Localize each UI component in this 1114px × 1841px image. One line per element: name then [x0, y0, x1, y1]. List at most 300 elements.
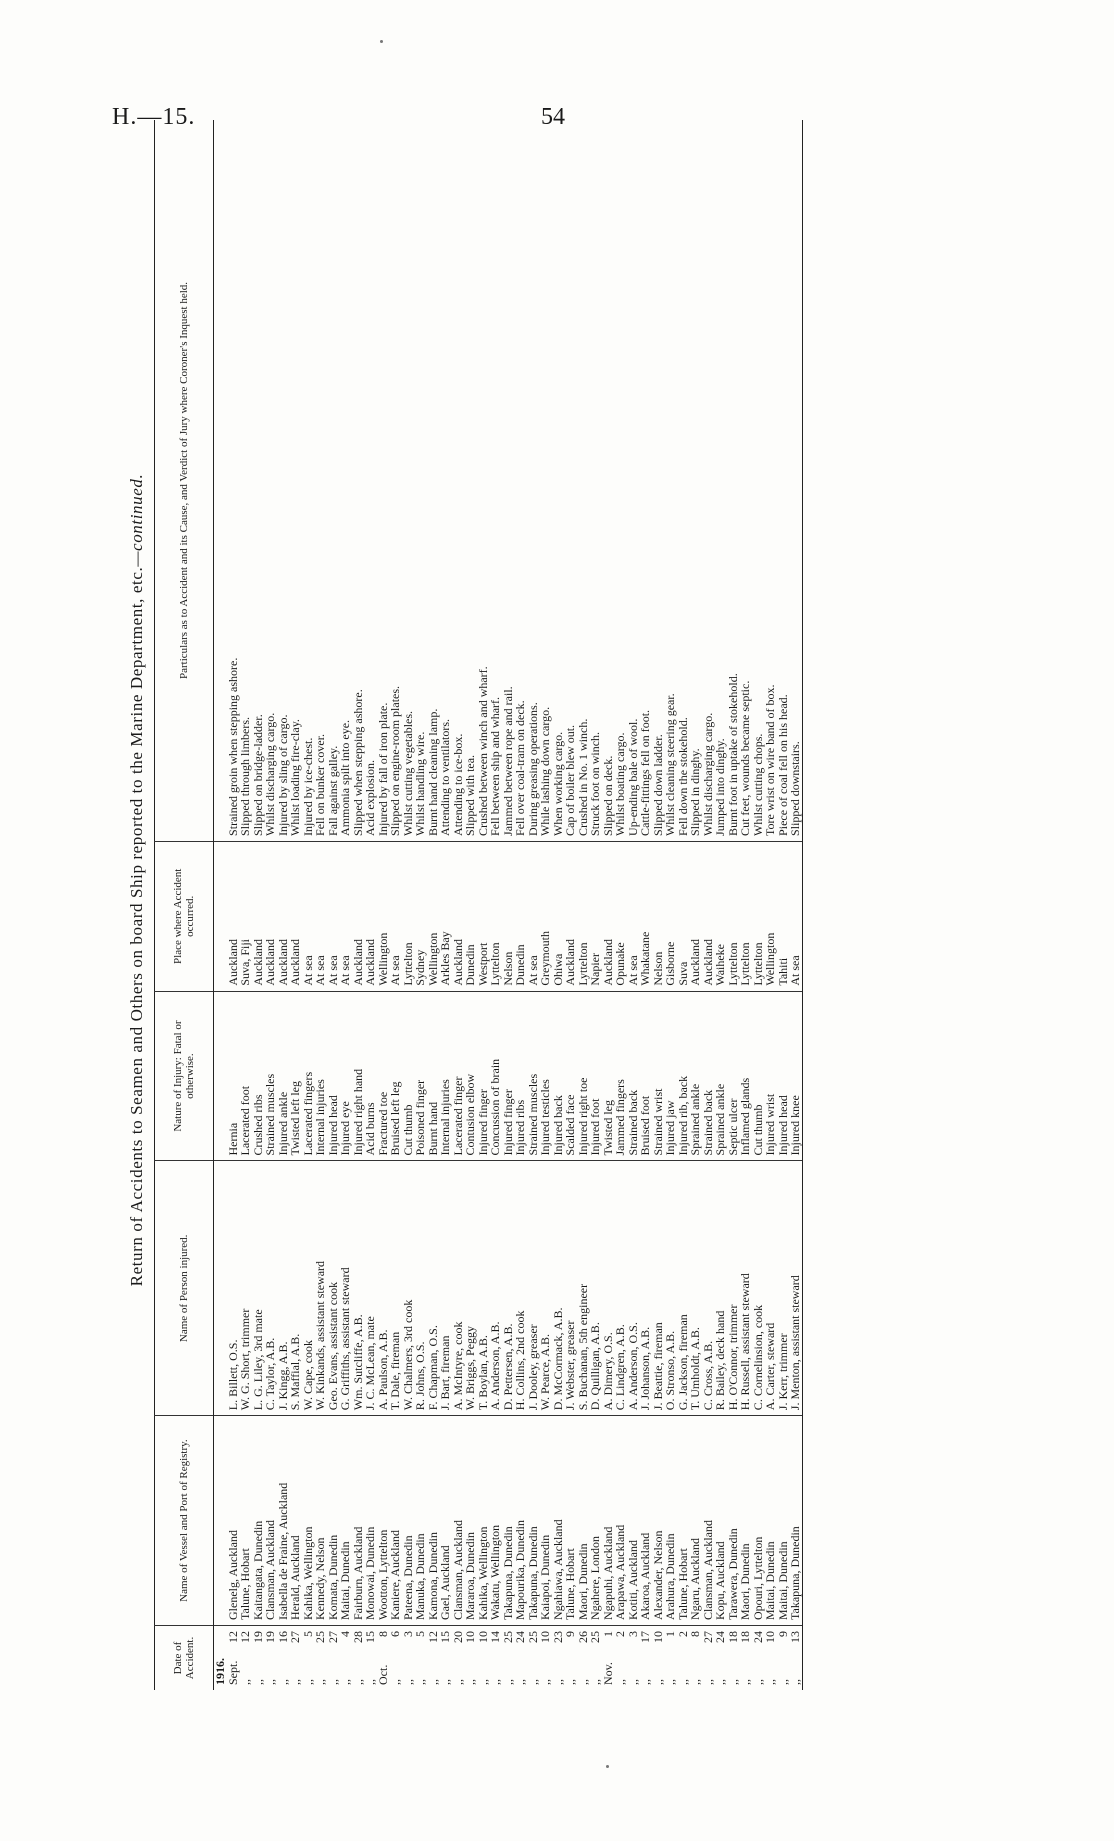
place-cell: Lyttelton — [577, 841, 590, 991]
particulars-cell: Whilst boating cargo. — [613, 732, 627, 836]
month-cell: ,, — [263, 1679, 277, 1685]
accidents-return — [120, 60, 1000, 1700]
date-cell — [539, 1626, 552, 1691]
injury-cell: Injured head — [327, 991, 340, 1161]
particulars-cell: Slipped through limbers. — [238, 716, 252, 836]
particulars-cell: Injured by fall of iron plate. — [375, 702, 390, 836]
table-row — [477, 120, 490, 1690]
place-cell: At sea — [789, 841, 802, 991]
person-cell: C. Lindgren, A.B. — [614, 1161, 627, 1416]
month-cell: ,, — [425, 1679, 440, 1685]
injury-cell: Twisted left leg — [289, 991, 302, 1161]
particulars-cell: Slipped on bridge-ladder. — [250, 714, 265, 836]
injury-cell: Injured eye — [339, 991, 352, 1161]
vessel-cell: Glenelg, Auckland — [227, 1416, 240, 1626]
date-cell — [489, 1626, 502, 1691]
injury-cell: Lacerated fingers — [302, 991, 315, 1161]
vessel-cell: Ngapuhi, Auckland — [602, 1416, 615, 1626]
table-row — [689, 120, 702, 1690]
injury-cell: Injured rib, back — [677, 991, 690, 1161]
particulars-cell: Slipped down ladder. — [650, 734, 665, 836]
injury-cell: Fractured toe — [377, 991, 390, 1161]
particulars-cell: While lashing down cargo. — [538, 706, 552, 836]
date-cell — [764, 1626, 777, 1691]
particulars-cell: Slipped when stepping ashore. — [350, 689, 365, 836]
injury-cell: Twisted leg — [602, 991, 615, 1161]
table-row — [289, 120, 302, 1690]
injury-cell: Bruised foot — [639, 991, 652, 1161]
table-row — [452, 120, 465, 1690]
day-cell: 26 — [575, 1631, 590, 1643]
vessel-cell: Talune, Hobart — [677, 1416, 690, 1626]
particulars-cell: Whilst cutting vegetables. — [400, 710, 415, 836]
person-cell: J. Dooley, greaser — [527, 1161, 540, 1416]
person-cell: A. Anderson, O.S. — [627, 1161, 640, 1416]
table-row — [614, 120, 627, 1690]
date-cell — [714, 1626, 727, 1691]
month-cell: ,, — [750, 1679, 765, 1685]
table-row — [564, 120, 577, 1690]
place-cell: At sea — [339, 841, 352, 991]
vessel-cell: Opouri, Lyttelton — [752, 1416, 765, 1626]
place-cell: Sydney — [414, 841, 427, 991]
place-cell: At sea — [314, 841, 327, 991]
month-cell: ,, — [500, 1679, 515, 1685]
place-cell: Opunake — [614, 841, 627, 991]
month-cell: ,, — [700, 1679, 715, 1685]
place-cell: At sea — [302, 841, 315, 991]
person-cell: Wm. Sutcliffe, A.B. — [352, 1161, 365, 1416]
injury-cell: Injured ribs — [514, 991, 527, 1161]
injury-cell: Concussion of brain — [489, 991, 502, 1161]
person-cell: W. Briggs, Peggy — [464, 1161, 477, 1416]
month-cell: ,, — [250, 1679, 265, 1685]
month-cell: ,, — [550, 1679, 565, 1685]
injury-cell: Lacerated foot — [239, 991, 252, 1161]
vessel-cell: Talune, Hobart — [564, 1416, 577, 1626]
day-cell: 9 — [563, 1631, 577, 1637]
day-cell: 6 — [388, 1631, 402, 1637]
day-cell: 25 — [588, 1631, 602, 1643]
date-cell — [339, 1626, 352, 1691]
table-row — [489, 120, 502, 1690]
day-cell: 19 — [263, 1631, 277, 1643]
month-cell: ,, — [325, 1679, 340, 1685]
injury-cell: Poisoned finger — [414, 991, 427, 1161]
day-cell: 28 — [350, 1631, 365, 1643]
particulars-cell: Burnt foot in uptake of stokehold. — [725, 673, 740, 836]
injury-cell: Internal injuries — [439, 991, 452, 1161]
header-vessel: Name of Vessel and Port of Registry. — [155, 1416, 214, 1626]
person-cell: W. Chalmers, 3rd cook — [402, 1161, 415, 1416]
place-cell: At sea — [389, 841, 402, 991]
vessel-cell: Isabella de Fraine, Auckland — [277, 1416, 290, 1626]
day-cell: 15 — [363, 1631, 377, 1643]
place-cell: Napier — [589, 841, 602, 991]
month-cell: ,, — [288, 1679, 302, 1685]
injury-cell: Strained wrist — [652, 991, 665, 1161]
day-cell: 24 — [513, 1631, 527, 1643]
particulars-cell: Struck foot on winch. — [588, 731, 602, 836]
day-cell: 25 — [313, 1631, 327, 1643]
particulars-cell: Whilst cleaning steering gear. — [663, 693, 677, 836]
person-cell: J. Johanson, A.B. — [639, 1161, 652, 1416]
vessel-cell: Wakatu, Wellington — [489, 1416, 502, 1626]
person-cell: S. Buchanan, 5th engineer — [577, 1161, 590, 1416]
table-row — [727, 120, 740, 1690]
month-cell: ,, — [625, 1679, 640, 1685]
table-row — [664, 120, 677, 1690]
month-cell: Sept. — [225, 1660, 240, 1685]
place-cell: Auckland — [364, 841, 377, 991]
person-cell: J. Kerr, trimmer — [777, 1161, 790, 1416]
place-cell: Auckland — [352, 841, 365, 991]
person-cell: F. Chapman, O.S. — [427, 1161, 440, 1416]
injury-cell: Strained muscles — [264, 991, 277, 1161]
particulars-cell: Slipped with tea. — [463, 754, 477, 836]
month-cell: ,, — [238, 1679, 252, 1685]
particulars-cell: Slipped on engine-room plates. — [388, 685, 402, 836]
particulars-cell: Jammed between rope and rail. — [500, 686, 515, 836]
vessel-cell: Mararoa, Dunedin — [464, 1416, 477, 1626]
particulars-cell: Crushed in No. 1 winch. — [575, 718, 590, 836]
vessel-cell: Kahika, Wellington — [302, 1416, 315, 1626]
table-row — [264, 120, 277, 1690]
table-row — [414, 120, 427, 1690]
day-cell: 2 — [675, 1631, 690, 1637]
particulars-cell: Piece of coal fell on his head. — [775, 694, 790, 836]
month-cell: ,, — [650, 1679, 665, 1685]
day-cell: 10 — [763, 1631, 777, 1643]
day-cell: 10 — [538, 1631, 552, 1643]
month-cell: ,, — [563, 1679, 577, 1685]
day-cell: 23 — [550, 1631, 565, 1643]
month-cell: ,, — [488, 1679, 502, 1685]
vessel-cell: Pateena, Dunedin — [402, 1416, 415, 1626]
date-cell — [589, 1626, 602, 1691]
place-cell: Auckland — [227, 841, 240, 991]
place-cell: Auckland — [264, 841, 277, 991]
accidents-table — [154, 120, 803, 1690]
particulars-cell: Slipped on deck. — [600, 755, 615, 836]
day-cell: 1 — [663, 1631, 677, 1637]
day-cell: 27 — [700, 1631, 715, 1643]
month-cell: ,, — [513, 1679, 527, 1685]
injury-cell: Injured testicles — [539, 991, 552, 1161]
place-cell: Arkles Bay — [439, 841, 452, 991]
month-cell: ,, — [788, 1679, 802, 1685]
table-row — [464, 120, 477, 1690]
header-injury: Nature of Injury: Fatal or otherwise. — [155, 991, 214, 1161]
injury-cell: Injured head — [777, 991, 790, 1161]
table-row — [352, 120, 365, 1690]
table-row — [627, 120, 640, 1690]
table-row — [577, 120, 590, 1690]
month-cell: Oct. — [375, 1664, 390, 1685]
table-row — [277, 120, 290, 1690]
particulars-cell: Fall against galley. — [325, 745, 340, 836]
vessel-cell: Tarawera, Dunedin — [727, 1416, 740, 1626]
place-cell: Suva — [677, 841, 690, 991]
vessel-cell: Herald, Auckland — [289, 1416, 302, 1626]
place-cell: Wellington — [764, 841, 777, 991]
person-cell: J. Bart, fireman — [439, 1161, 452, 1416]
person-cell: J. Beattie, fireman — [652, 1161, 665, 1416]
person-cell: R. Johns, O.S. — [414, 1161, 427, 1416]
injury-cell: Injured ankle — [277, 991, 290, 1161]
vessel-cell: Ngaru, Auckland — [689, 1416, 702, 1626]
vessel-cell: Gael, Auckland — [439, 1416, 452, 1626]
month-cell: Nov. — [600, 1662, 615, 1685]
vessel-cell: Arahura, Dunedin — [664, 1416, 677, 1626]
place-cell: Auckland — [252, 841, 265, 991]
month-cell: ,, — [400, 1679, 415, 1685]
vessel-cell: Kaniere, Auckland — [389, 1416, 402, 1626]
month-cell: ,, — [763, 1679, 777, 1685]
injury-cell: Injured finger — [477, 991, 490, 1161]
table-row — [652, 120, 665, 1690]
day-cell: 8 — [688, 1631, 702, 1637]
injury-cell: Inflamed glands — [739, 991, 752, 1161]
date-cell — [664, 1626, 677, 1691]
particulars-cell: Injured by sling of cargo. — [275, 714, 290, 836]
day-cell: 27 — [288, 1631, 302, 1643]
injury-cell: Internal injuries — [314, 991, 327, 1161]
injury-cell: Contusion elbow — [464, 991, 477, 1161]
vessel-cell: Wootton, Lyttelton — [377, 1416, 390, 1626]
particulars-cell: Jumped into dinghy. — [713, 738, 727, 836]
vessel-cell: Fairburn, Auckland — [352, 1416, 365, 1626]
place-cell: Gisborne — [664, 841, 677, 991]
person-cell: W. Kinkands, assistant steward — [314, 1161, 327, 1416]
person-cell: J. Menton, assistant steward — [789, 1161, 802, 1416]
person-cell: L. Billett, O.S. — [227, 1161, 240, 1416]
particulars-cell: Tore wrist on wire band of box. — [763, 684, 777, 836]
month-cell: ,, — [638, 1679, 652, 1685]
injury-cell: Strained back — [702, 991, 715, 1161]
header-date: Date of Accident. — [155, 1626, 214, 1691]
month-cell: ,, — [525, 1679, 540, 1685]
table-row — [739, 120, 752, 1690]
date-cell — [739, 1626, 752, 1691]
injury-cell: Injured jaw — [664, 991, 677, 1161]
place-cell: Lyttelton — [739, 841, 752, 991]
table-row — [389, 120, 402, 1690]
injury-cell: Injured finger — [502, 991, 515, 1161]
place-cell: Dunedin — [464, 841, 477, 991]
injury-cell: Acid burns — [364, 991, 377, 1161]
day-cell: 13 — [788, 1631, 802, 1643]
month-cell: ,, — [413, 1679, 427, 1685]
place-cell: Ohiwa — [552, 841, 565, 991]
month-cell: ,, — [275, 1679, 290, 1685]
page-reference: H.—15. — [112, 104, 196, 130]
vessel-cell: Komata, Dunedin — [327, 1416, 340, 1626]
table-row — [239, 120, 252, 1690]
date-cell — [639, 1626, 652, 1691]
person-cell: T. Boylan, A.B. — [477, 1161, 490, 1416]
person-cell: T. Dale, fireman — [389, 1161, 402, 1416]
table-row — [252, 120, 265, 1690]
injury-cell: Scalded face — [564, 991, 577, 1161]
date-cell — [564, 1626, 577, 1691]
month-cell: ,, — [313, 1679, 327, 1685]
place-cell: Westport — [477, 841, 490, 991]
table-row — [364, 120, 377, 1690]
table-row — [552, 120, 565, 1690]
vessel-cell: Ngahere, London — [589, 1416, 602, 1626]
vessel-cell: Clansman, Auckland — [264, 1416, 277, 1626]
month-cell: ,, — [675, 1679, 690, 1685]
day-cell: 20 — [450, 1631, 465, 1643]
day-cell: 18 — [725, 1631, 740, 1643]
vessel-cell: Kotiti, Auckland — [627, 1416, 640, 1626]
person-cell: A. McIntyre, cook — [452, 1161, 465, 1416]
injury-cell: Injured knee — [789, 991, 802, 1161]
person-cell: T. Umholdt, A.B. — [689, 1161, 702, 1416]
table-row — [752, 120, 765, 1690]
place-cell: At sea — [527, 841, 540, 991]
vessel-cell: Takapuna, Dunedin — [502, 1416, 515, 1626]
person-cell: G. Jackson, fireman — [677, 1161, 690, 1416]
vessel-cell: Kamona, Dunedin — [427, 1416, 440, 1626]
injury-cell: Injured foot — [589, 991, 602, 1161]
vessel-cell: Takapuna, Dunedin — [527, 1416, 540, 1626]
vessel-cell: Ngahiawa, Auckland — [552, 1416, 565, 1626]
vessel-cell: Kopu, Auckland — [714, 1416, 727, 1626]
injury-cell: Jammed fingers — [614, 991, 627, 1161]
person-cell: J. Webster, greaser — [564, 1161, 577, 1416]
date-cell — [264, 1626, 277, 1691]
month-cell: ,, — [388, 1679, 402, 1685]
injury-cell: Hernia — [227, 991, 240, 1161]
place-cell: Dunedin — [514, 841, 527, 991]
date-cell — [239, 1626, 252, 1691]
place-cell: Auckland — [452, 841, 465, 991]
person-cell: H. O'Connor, trimmer — [727, 1161, 740, 1416]
particulars-cell: Injured by ice-chest. — [300, 737, 315, 836]
vessel-cell: Maori, Dunedin — [739, 1416, 752, 1626]
table-row — [777, 120, 790, 1690]
table-row — [589, 120, 602, 1690]
day-cell: 1 — [600, 1631, 615, 1637]
place-cell: Nelson — [502, 841, 515, 991]
person-cell: D. Quilligan, A.B. — [589, 1161, 602, 1416]
table-body — [214, 120, 803, 1690]
day-cell: 14 — [488, 1631, 502, 1643]
person-cell: D. Pettersen, A.B. — [502, 1161, 515, 1416]
particulars-cell: Slipped in dinghy. — [688, 748, 702, 836]
month-cell: ,, — [575, 1679, 590, 1685]
person-cell: J. Kingg, A.B. — [277, 1161, 290, 1416]
table-row — [789, 120, 802, 1690]
place-cell: Lyttelton — [489, 841, 502, 991]
table-row — [527, 120, 540, 1690]
injury-cell: Strained muscles — [527, 991, 540, 1161]
place-cell: Auckland — [602, 841, 615, 991]
person-cell: W. G. Short, trimmer — [239, 1161, 252, 1416]
day-cell: 3 — [625, 1631, 640, 1637]
particulars-cell: Burnt hand cleaning lamp. — [425, 708, 440, 836]
table-row — [427, 120, 440, 1690]
day-cell: 15 — [438, 1631, 452, 1643]
particulars-cell: Whilst discharging cargo. — [263, 712, 277, 836]
injury-cell: Injured back — [552, 991, 565, 1161]
place-cell: Auckland — [564, 841, 577, 991]
person-cell: C. Cornelinsion, cook — [752, 1161, 765, 1416]
particulars-cell: Up-ending bale of wool. — [625, 718, 640, 836]
person-cell: S. Maffial, A.B. — [289, 1161, 302, 1416]
date-cell — [789, 1626, 802, 1691]
place-cell: Tahiti — [777, 841, 790, 991]
particulars-cell: Slipped downstairs. — [789, 120, 802, 841]
date-cell — [314, 1626, 327, 1691]
person-cell: A. Carter, steward — [764, 1161, 777, 1416]
month-cell: ,, — [338, 1679, 352, 1685]
vessel-cell: Kaiapoi, Dunedin — [539, 1416, 552, 1626]
page-number: 54 — [541, 104, 565, 130]
vessel-cell: Mapourika, Dunedin — [514, 1416, 527, 1626]
person-cell: C. Cross, A.B. — [702, 1161, 715, 1416]
vessel-cell: Maitai, Dunedin — [339, 1416, 352, 1626]
month-cell: ,, — [463, 1679, 477, 1685]
day-cell: 2 — [613, 1631, 627, 1637]
date-cell — [514, 1626, 527, 1691]
day-cell: 3 — [400, 1631, 415, 1637]
vessel-cell: Kaitangata, Dunedin — [252, 1416, 265, 1626]
person-cell: Geo. Evans, assistant cook — [327, 1161, 340, 1416]
header-particulars: Particulars as to Accident and its Cause, and Verdict of Jury where Coroner's Inquest held. — [155, 120, 214, 841]
date-cell — [389, 1626, 402, 1691]
injury-cell: Cut thumb — [752, 991, 765, 1161]
table-row — [714, 120, 727, 1690]
table-row — [327, 120, 340, 1690]
day-cell: 25 — [500, 1631, 515, 1643]
table-row — [702, 120, 715, 1690]
month-cell: ,, — [300, 1679, 315, 1685]
table-row — [639, 120, 652, 1690]
day-cell: 4 — [338, 1631, 352, 1637]
month-cell: ,, — [613, 1679, 627, 1685]
place-cell: Whakatane — [639, 841, 652, 991]
report-title — [120, 60, 154, 1700]
particulars-cell: Strained groin when stepping ashore. — [225, 657, 240, 836]
table-row — [227, 120, 240, 1690]
header-place: Place where Accident occurred. — [155, 841, 214, 991]
person-cell: G. Griffiths, assistant steward — [339, 1161, 352, 1416]
particulars-cell: Cut feet, wounds became septic. — [738, 680, 752, 836]
day-cell: 12 — [425, 1631, 440, 1643]
person-cell: J. C. McLean, mate — [364, 1161, 377, 1416]
date-cell — [464, 1626, 477, 1691]
particulars-cell: Attending to ventilators. — [438, 718, 452, 836]
day-cell: 9 — [775, 1631, 790, 1637]
person-cell: L. G. Liley, 3rd mate — [252, 1161, 265, 1416]
month-cell: ,, — [738, 1679, 752, 1685]
injury-cell: Injured right hand — [352, 991, 365, 1161]
day-cell: 12 — [238, 1631, 252, 1643]
place-cell: Nelson — [652, 841, 665, 991]
day-cell: 12 — [225, 1631, 240, 1643]
particulars-cell: Whilst cutting chops. — [750, 733, 765, 836]
particulars-cell: Fell between ship and wharf. — [488, 696, 502, 836]
day-cell: 24 — [750, 1631, 765, 1643]
date-cell — [414, 1626, 427, 1691]
month-cell: ,, — [775, 1679, 790, 1685]
vessel-cell: Arapawa, Auckland — [614, 1416, 627, 1626]
month-cell: ,, — [450, 1679, 465, 1685]
vessel-cell: Talune, Hobart — [239, 1416, 252, 1626]
